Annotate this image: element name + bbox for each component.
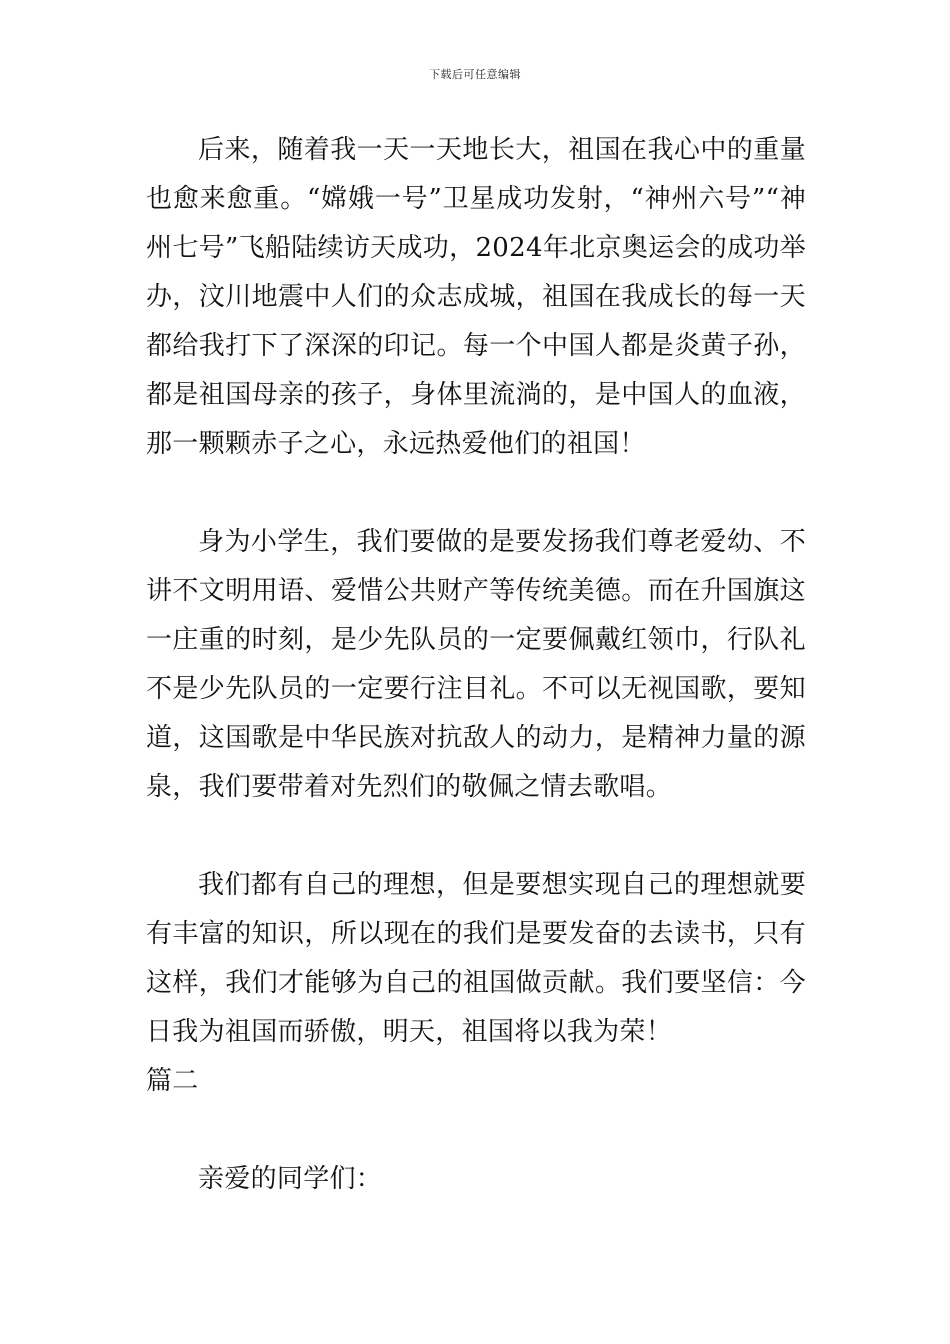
paragraph-3: 我们都有自己的理想，但是要想实现自己的理想就要有丰富的知识，所以现在的我们是要发奋的去读书，只有这样，我们才能够为自己的祖国做贡献。我们要坚信：今日我为祖国而骄傲，明天，祖国将以我为荣！ bbox=[146, 870, 806, 1047]
paragraph-1: 后来，随着我一天一天地长大，祖国在我心中的重量也愈来愈重。“嫦娥一号”卫星成功发射，“神州六号”“神州七号”飞船陆续访天成功，2024年北京奥运会的成功举办，汶川地震中人们的众志成城，祖国在我成长的每一天都给我打下了深深的印记。每一个中国人都是炎黄子孙，都是祖国母亲的孩子，身体里流淌的，是中国人的血液，那一颗颗赤子之心，永远热爱他们的祖国！ bbox=[146, 135, 806, 459]
document-body bbox=[146, 126, 806, 1204]
section-heading: 篇二 bbox=[146, 1066, 199, 1096]
page-header-note: 下载后可任意编辑 bbox=[429, 68, 521, 81]
paragraph-2: 身为小学生，我们要做的是要发扬我们尊老爱幼、不讲不文明用语、爱惜公共财产等传统美德。而在升国旗这一庄重的时刻，是少先队员的一定要佩戴红领巾，行队礼不是少先队员的一定要行注目礼。不可以无视国歌，要知道，这国歌是中华民族对抗敌人的动力，是精神力量的源泉，我们要带着对先烈们的敬佩之情去歌唱。 bbox=[146, 527, 806, 802]
greeting-line: 亲爱的同学们： bbox=[198, 1164, 383, 1194]
